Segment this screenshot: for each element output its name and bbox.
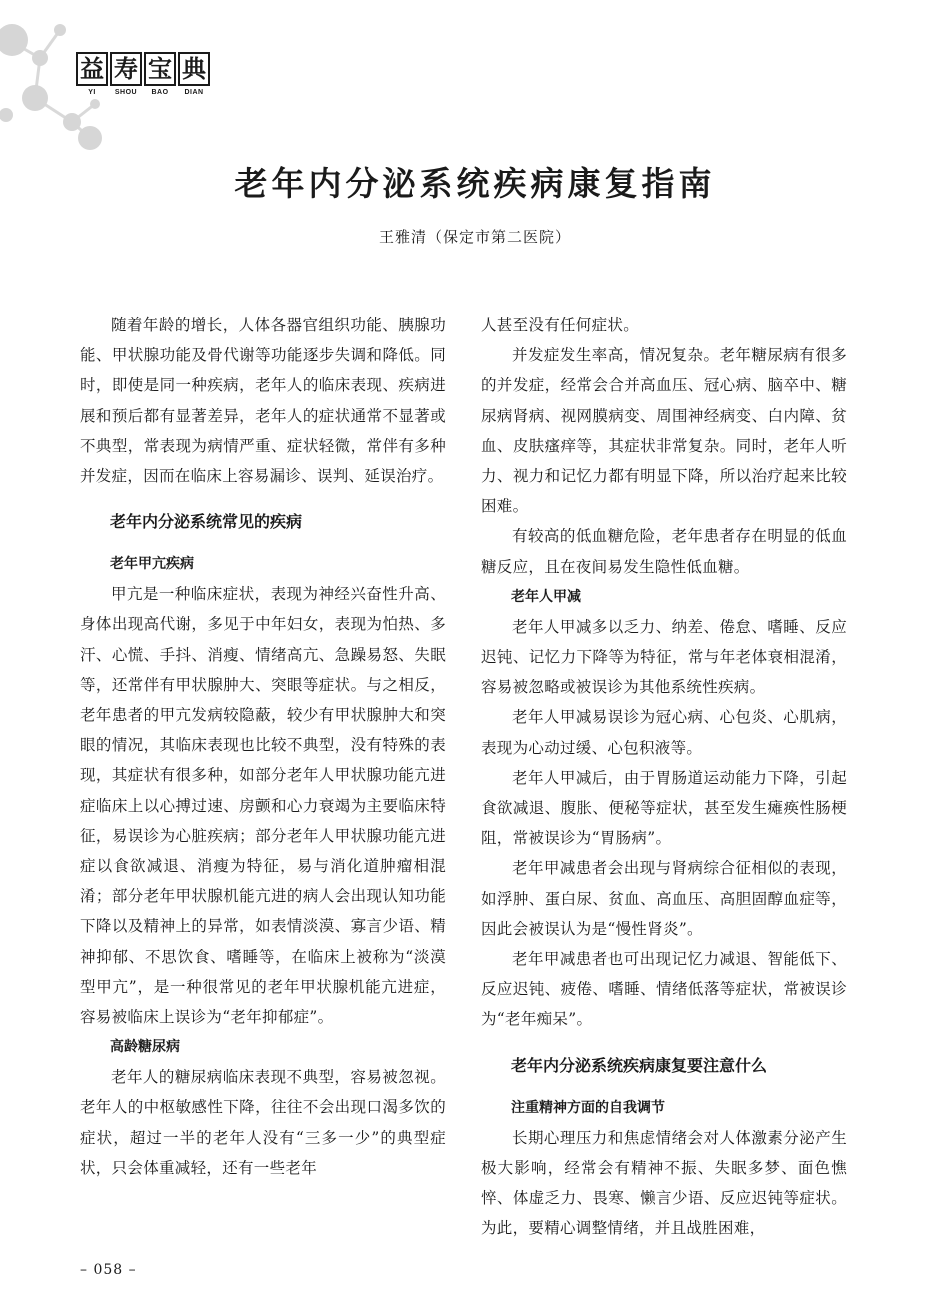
body-paragraph: 有较高的低血糖危险，老年患者存在明显的低血糖反应，且在夜间易发生隐性低血糖。 (481, 527, 847, 576)
right-column (481, 310, 847, 1243)
body-paragraph: 并发症发生率高，情况复杂。老年糖尿病有很多的并发症，经常会合并高血压、冠心病、脑卒中、糖尿病肾病、视网膜病变、周围神经病变、白内障、贫血、皮肤瘙痒等，其症状非常复杂。同时，老年人听力、视力和记忆力都有明显下降，所以治疗起来比较困难。 (481, 346, 847, 516)
brand-pinyin-syllable: SHOU (114, 89, 138, 96)
article-title: 老年内分泌系统疾病康复指南 (234, 164, 716, 203)
brand-char: 益 (76, 52, 108, 86)
body-paragraph: 老年甲减患者也可出现记忆力减退、智能低下、反应迟钝、疲倦、嗜睡、情绪低落等症状，常被误诊为“老年痴呆”。 (481, 950, 847, 1029)
subsection-heading: 注重精神方面的自我调节 (511, 1099, 665, 1116)
brand-pinyin (76, 89, 210, 96)
brand-char: 典 (178, 52, 210, 86)
journal-brand (76, 52, 210, 96)
body-paragraph: 老年人甲减易误诊为冠心病、心包炎、心肌病，表现为心动过缓、心包积液等。 (481, 708, 847, 757)
section-heading: 老年内分泌系统疾病康复要注意什么 (511, 1055, 768, 1075)
body-paragraph: 老年人甲减后，由于胃肠道运动能力下降，引起食欲减退、腹胀、便秘等症状，甚至发生瘫痪性肠梗阻，常被误诊为“胃肠病”。 (481, 768, 847, 848)
body-paragraph: 老年人的糖尿病临床表现不典型，容易被忽视。老年人的中枢敏感性下降，往往不会出现口渴多饮的症状，超过一半的老年人没有“三多一少”的典型症状，只会体重减轻，还有一些老年 (80, 1068, 446, 1177)
subsection-heading: 老年甲亢疾病 (110, 556, 194, 573)
brand-pinyin-syllable: BAO (151, 89, 169, 96)
brand-char: 宝 (144, 52, 176, 86)
body-paragraph: 老年甲减患者会出现与肾病综合征相似的表现，如浮肿、蛋白尿、贫血、高血压、高胆固醇血症等，因此会被误认为是“慢性肾炎”。 (481, 859, 847, 938)
subsection-heading: 老年人甲减 (511, 588, 581, 605)
body-paragraph: 长期心理压力和焦虑情绪会对人体激素分泌产生极大影响，经常会有精神不振、失眠多梦、面色憔悴、体虚乏力、畏寒、懒言少语、反应迟钝等症状。为此，要精心调整情绪，并且战胜困难， (481, 1128, 847, 1238)
brand-pinyin-syllable: DIAN (184, 89, 204, 96)
article-author: 王雅清（保定市第二医院） (378, 228, 571, 246)
left-column (80, 310, 446, 1183)
continued-paragraph: 人甚至没有任何症状。 (481, 316, 640, 334)
body-paragraph: 老年人甲减多以乏力、纳差、倦怠、嗜睡、反应迟钝、记忆力下降等为特征，常与年老体衰相混淆，容易被忽略或被误诊为其他系统性疾病。 (481, 617, 847, 697)
intro-paragraph: 随着年龄的增长，人体各器官组织功能、胰腺功能、甲状腺功能及骨代谢等功能逐步失调和降低。同时，即使是同一种疾病，老年人的临床表现、疾病进展和预后都有显著差异，老年人的症状通常不显著或不典型，常表现为病情严重、症状轻微，常伴有多种并发症，因而在临床上容易漏诊、误判、延误治疗。 (80, 316, 446, 486)
subsection-heading: 高龄糖尿病 (110, 1039, 180, 1056)
body-paragraph: 甲亢是一种临床症状，表现为神经兴奋性升高、身体出现高代谢，多见于中年妇女，表现为怕热、多汗、心慌、手抖、消瘦、情绪高亢、急躁易怒、失眠等，还常伴有甲状腺肿大、突眼等症状。与之相反，老年患者的甲亢发病较隐蔽，较少有甲状腺肿大和突眼的情况，其临床表现也比较不典型，没有特殊的表现，其症状有很多种，如部分老年人甲状腺功能亢进症临床上以心搏过速、房颤和心力衰竭为主要临床特征，易误诊为心脏疾病；部分老年人甲状腺功能亢进症以食欲减退、消瘦为特征，易与消化道肿瘤相混淆；部分老年甲状腺机能亢进的病人会出现认知功能下降以及精神上的异常，如表情淡漠、寡言少语、精神抑郁、不思饮食、嗜睡等，在临床上被称为“淡漠型甲亢”，是一种很常见的老年甲状腺机能亢进症，容易被临床上误诊为“老年抑郁症”。 (80, 585, 446, 1027)
brand-char: 寿 (110, 52, 142, 86)
page-number: – 058 – (80, 1262, 137, 1278)
brand-pinyin-syllable: YI (88, 89, 96, 96)
brand-logo (76, 52, 210, 86)
section-heading: 老年内分泌系统常见的疾病 (110, 512, 303, 532)
